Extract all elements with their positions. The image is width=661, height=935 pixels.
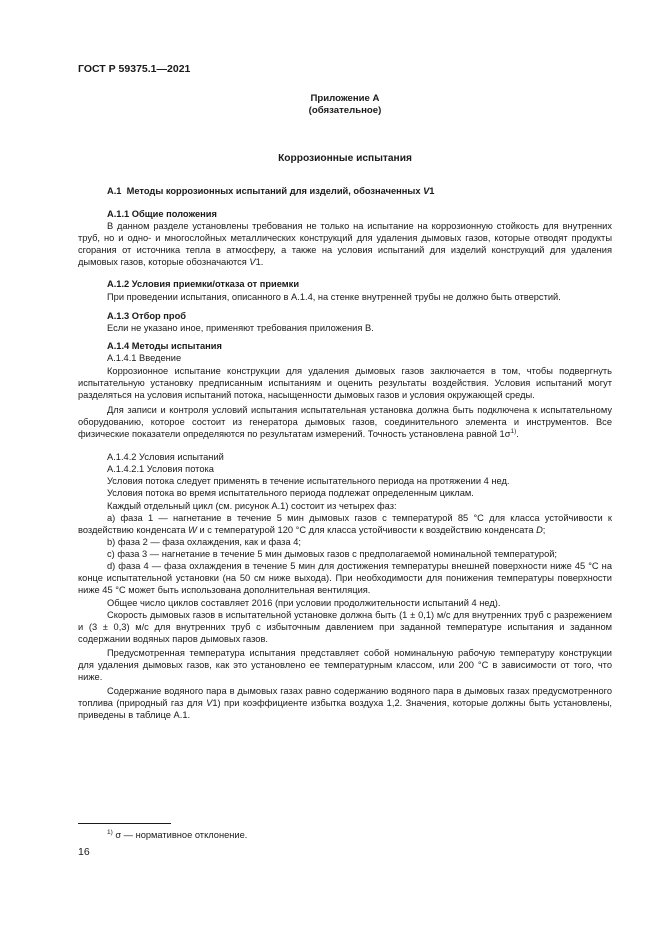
annex-title: Приложение А	[310, 93, 380, 104]
list-item-d: d) фаза 4 — фаза охлаждения в течение 5 мин для достижения температуры внешней поверхности ниже 45 °С на конце испытательной установки (на 50 см ниже выхода). При необходимости для понижения температуры поверхности ниже 45 °С может быть использована дополнительная вентиляция.	[78, 561, 612, 596]
velocity-paragraph: Скорость дымовых газов в испытательной установке должна быть (1 ± 0,1) м/с для внутренних труб с разрежением и (3 ± 0,3) м/с для внутренних труб с избыточным давлением при заданной температуре испытания и заданном содержании водяных паров дымовых газов.	[78, 610, 612, 645]
footnote-separator	[78, 823, 171, 824]
footnote-mark: 1)	[107, 829, 113, 836]
water-vapour-paragraph: Содержание водяного пара в дымовых газах равно содержанию водяного пара в дымовых газах предусмотренного топлива (природный газ для V1) при коэффициенте избытка воздуха 1,2. Значения, которые должны быть установлены, приведены в таблице А.1.	[78, 686, 612, 721]
subsection-a141-heading: А.1.4.1 Введение	[107, 353, 182, 363]
flow-line-3: Каждый отдельный цикл (см. рисунок А.1) состоит из четырех фаз:	[107, 501, 397, 511]
subsection-a142-heading: А.1.4.2 Условия испытаний	[107, 452, 224, 462]
page-number: 16	[78, 846, 90, 858]
footnote-ref: 1)	[510, 428, 517, 436]
section-a11-paragraph: В данном разделе установлены требования не только на испытание на коррозионную стойкость для внутренних труб, но и одно- и многослойных металлических конструкций для удаления дымовых газов, которые отводят продукты сгорания от источника тепла в атмосферу, а также на условия испытаний для изделий конструкций для удаления дымовых газов, которые обозначаются V1.	[78, 221, 612, 268]
section-a12-paragraph: При проведении испытания, описанного в А.1.4, на стенке внутренней трубы не должно быть отверстий.	[107, 292, 561, 302]
footnote-text: σ — нормативное отклонение.	[112, 830, 248, 840]
list-item-a: а) фаза 1 — нагнетание в течение 5 мин дымовых газов с температурой 85 °С для класса устойчивости к воздействию конденсата W и с температурой 120 °С для класса устойчивости к воздействию конденсата D;	[78, 513, 612, 536]
section-a14-heading: А.1.4 Методы испытания	[107, 341, 222, 351]
footnote	[107, 829, 247, 841]
section-a1-heading: А.1 Методы коррозионных испытаний для изделий, обозначенных V1	[107, 186, 435, 196]
list-item-c: с) фаза 3 — нагнетание в течение 5 мин дымовых газов с предполагаемой номинальной температурой;	[107, 549, 558, 559]
section-a141-paragraph-2: Для записи и контроля условий испытания испытательная установка должна быть подключена к испытательному оборудованию, которое состоит из генератора дымовых газов, соединительного элемента и инструментов. Все физические показатели определяются по результатам измерений. Точность установлена равной $1\sigma^{1)}$.	[78, 405, 612, 440]
annex-type: (обязательное)	[308, 105, 382, 117]
cycles-paragraph: Общее число циклов составляет 2016 (при условии продолжительности испытаний 4 нед).	[107, 598, 501, 608]
list-item-b: b) фаза 2 — фаза охлаждения, как и фаза 4;	[107, 537, 301, 547]
section-a12-heading: А.1.2 Условия приемки/отказа от приемки	[107, 279, 300, 289]
section-a11-heading: А.1.1 Общие положения	[107, 209, 217, 219]
flow-line-1: Условия потока следует применять в течение испытательного периода на протяжении 4 нед.	[107, 476, 510, 486]
section-a13-paragraph: Если не указано иное, применяют требования приложения В.	[107, 323, 374, 333]
document-title: Коррозионные испытания	[278, 153, 412, 164]
section-a141-paragraph-1: Коррозионное испытание конструкции для удаления дымовых газов заключается в том, чтобы подвергнуть испытательную установку предписанным испытаниям и оценить результаты воздействия. Условия испытаний могут разделяться на условия испытаний потока, насыщенности дымовых газов и условия окружающей среды.	[78, 366, 612, 401]
section-a13-heading: А.1.3 Отбор проб	[107, 311, 186, 321]
flow-line-2: Условия потока во время испытательного периода подлежат определенным циклам.	[107, 488, 474, 498]
temperature-paragraph: Предусмотренная температура испытания представляет собой номинальную рабочую температуру конструкции для удаления дымовых газов, как это установлено ее температурным классом, или 200 °С в зависимости от того, что ниже.	[78, 648, 612, 683]
annex-heading	[78, 93, 612, 117]
subsection-a1421-heading: А.1.4.2.1 Условия потока	[107, 464, 214, 474]
document-header: ГОСТ Р 59375.1—2021	[78, 63, 191, 75]
